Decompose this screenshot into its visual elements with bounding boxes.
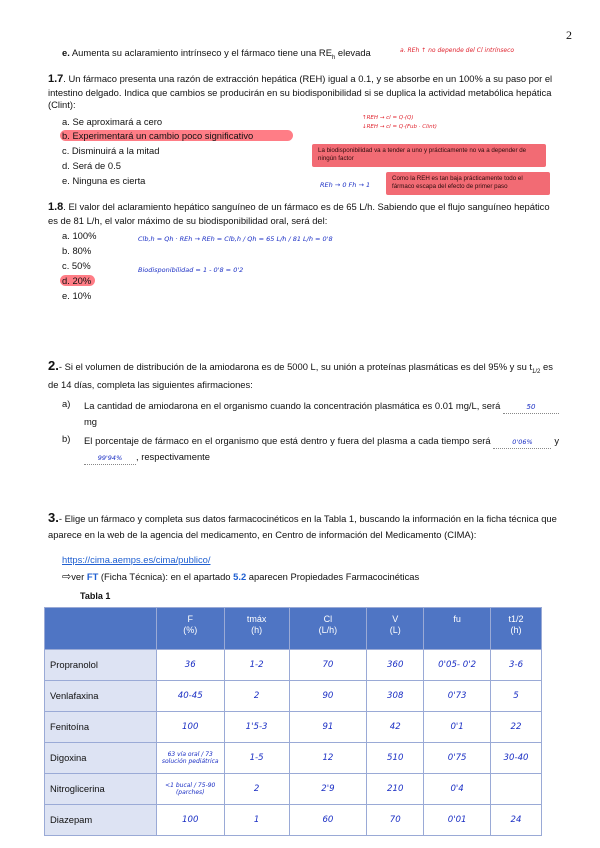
option-text: Experimentará un cambio poco significativo	[72, 130, 254, 141]
value-t12: 5	[491, 681, 542, 712]
subscript: h	[331, 54, 336, 61]
option-text: 10%	[72, 290, 92, 301]
option-text-post: elevada	[335, 47, 371, 58]
option-text: 80%	[72, 245, 92, 256]
value-f: 40-45	[156, 681, 224, 712]
option-text: 50%	[71, 260, 91, 271]
header-cell	[424, 608, 491, 650]
option-label: e.	[62, 47, 70, 58]
q1-6-option-e	[62, 47, 371, 62]
value-v: 510	[367, 743, 424, 774]
option-label: e.	[62, 290, 70, 301]
drug-cell: Venlafaxina	[45, 681, 157, 712]
value-cl: 60	[289, 805, 367, 836]
ft-highlight: FT	[86, 571, 99, 582]
table-title: Tabla 1	[80, 591, 111, 601]
header-bottom: (L)	[389, 625, 401, 636]
header-top: Cl	[323, 614, 333, 624]
drug-cell: Fenitoína	[45, 712, 157, 743]
table-row	[45, 650, 542, 681]
value-tmax: 1	[224, 805, 289, 836]
value-fu: 0'05- 0'2	[424, 650, 491, 681]
option-label: c.	[62, 145, 70, 156]
item-tail: , respectivamente	[136, 451, 210, 463]
q1-7-mini-annotation: REh → 0 Fh → 1	[320, 181, 371, 189]
value-tmax: 1-2	[224, 650, 289, 681]
value-v: 360	[367, 650, 424, 681]
q1-7-margin-note-2: ↓REH → cl = Q·(Fub · Clint)	[362, 124, 437, 130]
value-f: <1 bucal / 75-90 (parches)	[156, 774, 224, 805]
question-text: . Un fármaco presenta una razón de extracción hepática (REH) igual a 0.1, y se absorbe en un 100% a su paso por el intestino delgado. Indica que cambios se producirán en su biodisponibilidad si se duplica la actividad metabólica hepática (Clint):	[48, 73, 553, 110]
table-row	[45, 774, 542, 805]
value-tmax: 1'5-3	[224, 712, 289, 743]
q1-8-option-d	[60, 275, 95, 287]
table-header-row	[45, 608, 542, 650]
value-fu: 0'01	[424, 805, 491, 836]
q2-item-a-label: a)	[62, 398, 71, 409]
drug-cell: Diazepam	[45, 805, 157, 836]
q2-item-a	[84, 398, 559, 429]
drug-cell: Propranolol	[45, 650, 157, 681]
value-tmax: 2	[224, 681, 289, 712]
table-row	[45, 681, 542, 712]
question-text: . El valor del aclaramiento hepático sanguíneo de un fármaco es de 65 L/h. Sabiendo que el flujo sanguíneo hepático es de 81 L/h, el valor máximo de su biodisponibilidad oral, será del:	[48, 201, 550, 226]
question-text: - Elige un fármaco y completa sus datos farmacocinéticos en la Tabla 1, buscando la información en la ficha técnica que aparece en la web de la agencia del medicamento, en Centro de información del Medicamento (CIMA):	[48, 513, 557, 541]
header-bottom: (%)	[183, 625, 198, 636]
option-text: 20%	[72, 275, 92, 286]
item-text: El porcentaje de fármaco en el organismo que está dentro y fuera del plasma a cada tiempo será	[84, 435, 491, 446]
q2-stem	[48, 355, 560, 393]
q1-7-option-d	[62, 160, 121, 172]
value-t12: 3-6	[491, 650, 542, 681]
value-v: 70	[367, 805, 424, 836]
q1-7-option-a	[62, 116, 162, 128]
option-text: Aumenta su aclaramiento intrínseco y el fármaco tiene una RE	[71, 47, 332, 58]
question-number: 1.7	[48, 73, 64, 85]
question-number: 1.8	[48, 201, 64, 213]
q3-stem	[48, 508, 560, 543]
cima-link-text[interactable]: https://cima.aemps.es/cima/publico/	[62, 554, 211, 565]
item-connector: y	[554, 435, 560, 446]
instruction-text: ver	[71, 571, 87, 582]
value-tmax: 1-5	[224, 743, 289, 774]
value-v: 210	[367, 774, 424, 805]
q2-item-b	[84, 433, 559, 465]
header-bottom: (h)	[510, 625, 522, 636]
header-bottom: (h)	[251, 625, 263, 636]
value-v: 42	[367, 712, 424, 743]
option-label: e.	[62, 175, 70, 186]
option-label: d.	[62, 160, 70, 171]
instruction-text-post: aparecen Propiedades Farmacocinéticas	[246, 571, 420, 582]
option-label: b.	[62, 245, 70, 256]
header-top: t1/2	[508, 614, 524, 624]
value-f: 36	[156, 650, 224, 681]
value-fu: 0'1	[424, 712, 491, 743]
q1-7-option-e	[62, 175, 145, 187]
question-number: 2.	[48, 358, 59, 373]
value-t12: 24	[491, 805, 542, 836]
header-cell	[224, 608, 289, 650]
q1-8-work-result: Biodisponibilidad = 1 - 0'8 = 0'2	[138, 266, 244, 274]
item-unit: mg	[84, 416, 98, 428]
option-label: a.	[62, 230, 70, 241]
option-text: Disminuirá a la mitad	[71, 145, 160, 156]
question-text: - Si el volumen de distribución de la amiodarona es de 5000 L, su unión a proteínas plasmáticas es del 95% y su t	[58, 361, 533, 372]
table-row	[45, 805, 542, 836]
section-highlight: 5.2	[233, 571, 247, 582]
page-number: 2	[566, 28, 572, 42]
q1-8-stem	[48, 201, 558, 227]
option-label: b.	[62, 130, 70, 141]
header-bottom: (L/h)	[318, 625, 338, 636]
option-label: a.	[62, 116, 70, 127]
item-text: La cantidad de amiodarona en el organismo cuando la concentración plasmática es 0.01 mg/L, será	[84, 400, 501, 411]
header-top: fu	[453, 614, 461, 624]
header-cell	[367, 608, 424, 650]
table-row	[45, 712, 542, 743]
header-top: V	[392, 614, 399, 624]
value-f: 100	[156, 712, 224, 743]
drug-cell: Digoxina	[45, 743, 157, 774]
question-number: 3.	[48, 510, 59, 525]
value-f: 100	[156, 805, 224, 836]
value-fu: 0'75	[424, 743, 491, 774]
option-text: Ninguna es cierta	[72, 175, 146, 186]
q1-8-work-formula: Clb,h = Qh · REh → REh = Clb,h / Qh = 65 L/h / 81 L/h = 0'8	[138, 235, 333, 243]
option-text: Será de 0.5	[72, 160, 121, 171]
option-text: Se aproximará a cero	[72, 116, 163, 127]
q1-7-margin-note-1: ↑REH → cl = Q·(Q)	[362, 115, 414, 121]
q1-7-option-c	[62, 145, 159, 157]
header-top: tmáx	[246, 614, 267, 624]
q1-8-option-a	[62, 230, 96, 242]
option-text: 100%	[72, 230, 97, 241]
q3-instruction	[62, 571, 419, 585]
instruction-text-mid: (Ficha Técnica): en el apartado	[98, 571, 234, 582]
table-row	[45, 743, 542, 774]
q1-7-sticky-note-2: Como la REH es tan baja prácticamente todo el fármaco escapa del efecto de primer paso	[386, 172, 550, 195]
value-f: 63 vía oral / 73 solución pediátrica	[156, 743, 224, 774]
q1-8-option-b	[62, 245, 91, 257]
value-fu: 0'73	[424, 681, 491, 712]
value-t12	[491, 774, 542, 805]
arrow-icon: ⇨	[62, 571, 72, 583]
q2-item-b-answer-2: 99'94%	[97, 454, 123, 463]
subscript: 1/2	[532, 368, 541, 375]
q1-7-option-b	[60, 130, 293, 142]
drug-cell: Nitroglicerina	[45, 774, 157, 805]
value-t12: 22	[491, 712, 542, 743]
value-cl: 70	[289, 650, 367, 681]
value-cl: 2'9	[289, 774, 367, 805]
q1-8-option-e	[62, 290, 91, 302]
value-tmax: 2	[224, 774, 289, 805]
value-v: 308	[367, 681, 424, 712]
header-cell	[289, 608, 367, 650]
header-cell	[156, 608, 224, 650]
q1-6-annotation: a. REh ↑ no depende del Cl intrínseco	[400, 47, 515, 54]
value-t12: 30-40	[491, 743, 542, 774]
q1-8-option-c	[62, 260, 91, 272]
value-cl: 12	[289, 743, 367, 774]
header-cell	[45, 608, 157, 650]
option-label: d.	[62, 275, 70, 286]
option-label: c.	[62, 260, 70, 271]
value-cl: 91	[289, 712, 367, 743]
header-top: F	[187, 614, 193, 624]
q2-item-b-label: b)	[62, 433, 71, 444]
cima-link[interactable]	[62, 554, 211, 566]
q2-item-b-answer-1: 0'06%	[512, 438, 533, 446]
value-fu: 0'4	[424, 774, 491, 805]
header-cell	[491, 608, 542, 650]
pharmacokinetic-table	[44, 607, 542, 836]
q1-7-stem	[48, 73, 558, 110]
q1-7-sticky-note-1: La biodisponibilidad va a tender a uno y prácticamente no va a depender de ningún factor	[312, 144, 546, 167]
question-text-post: es de 14 días, completa las siguientes afirmaciones:	[48, 361, 553, 391]
q2-item-a-answer: 50	[526, 403, 536, 411]
value-cl: 90	[289, 681, 367, 712]
